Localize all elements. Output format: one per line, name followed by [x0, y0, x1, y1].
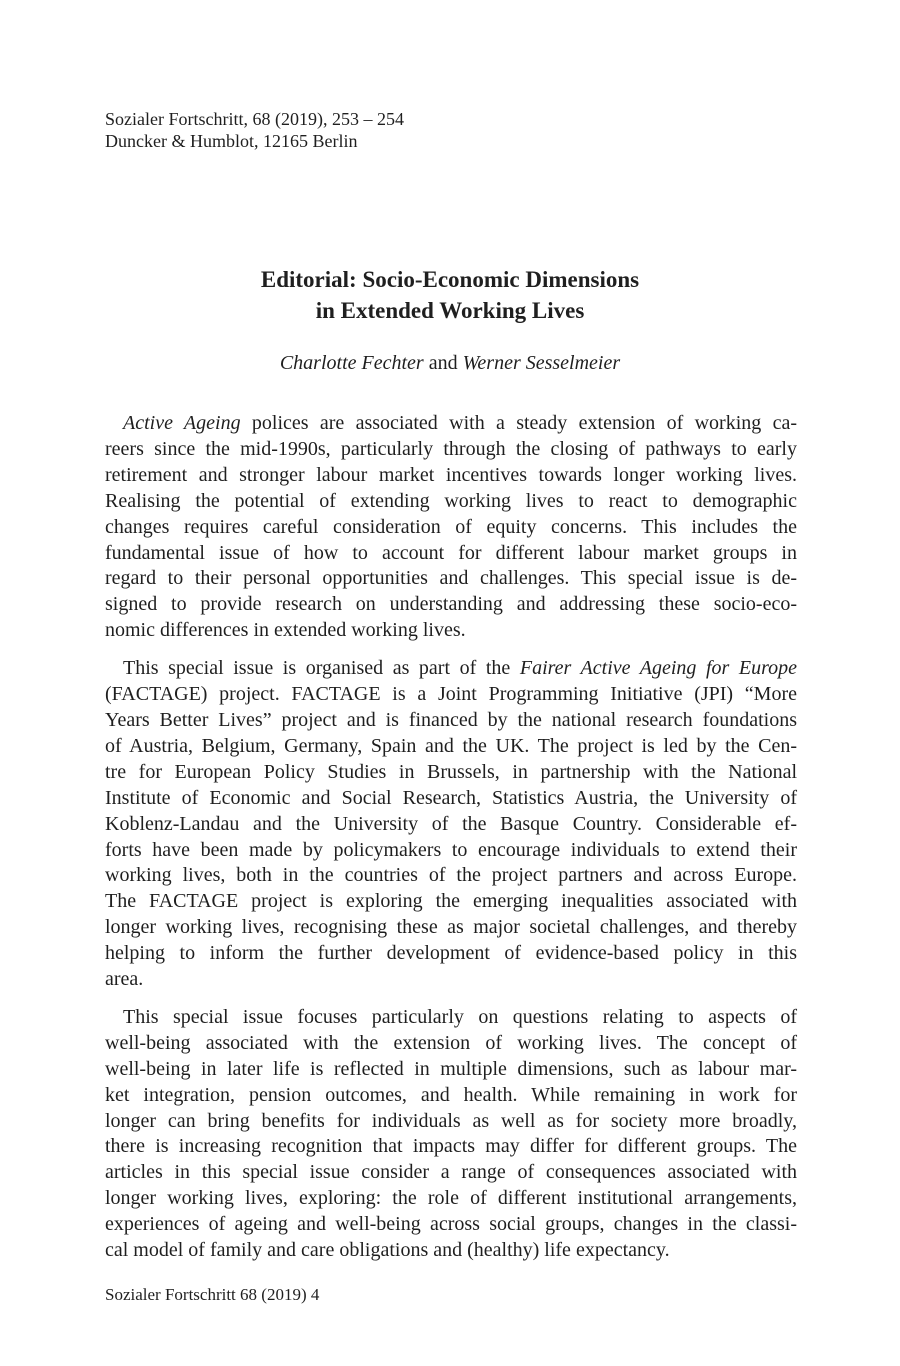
line-text: signed to provide research on understanding and addressing these socio-eco- [105, 593, 797, 616]
text-line [105, 682, 797, 708]
text-line [105, 760, 797, 786]
line-text: tre for European Policy Studies in Brussels, in partnership with the National [105, 760, 797, 783]
line-text: Realising the potential of extending working lives to react to demographic [105, 489, 797, 512]
text-line [105, 786, 797, 812]
line-text: This special issue focuses particularly on questions relating to aspects of [123, 1005, 797, 1028]
line-text: longer can bring benefits for individuals as well as for society more broadly, [105, 1109, 797, 1132]
line-text: ket integration, pension outcomes, and health. While remaining in work for [105, 1083, 797, 1106]
author-1: Charlotte Fechter [279, 352, 424, 374]
line-text: experiences of ageing and well-being across social groups, changes in the classi- [105, 1213, 797, 1236]
text-line [105, 1083, 797, 1109]
text-line [105, 708, 797, 734]
text-line [105, 838, 797, 864]
line-text: helping to inform the further development of evidence-based policy in this [105, 942, 797, 965]
running-head-publisher: Duncker & Humblot, 12165 Berlin [105, 131, 358, 151]
line-text: polices are associated with a steady extension of working ca- [240, 412, 797, 434]
text-line [105, 592, 797, 618]
line-text: The FACTAGE project is exploring the emerging inequalities associated with [105, 890, 797, 913]
text-line [105, 1005, 797, 1031]
line-text: Institute of Economic and Social Research, Statistics Austria, the University of [105, 786, 797, 809]
line-text: regard to their personal opportunities and challenges. This special issue is de- [105, 567, 797, 590]
line-text: longer working lives, recognising these as major societal challenges, and thereby [105, 916, 797, 939]
text-line [105, 812, 797, 838]
author-line [0, 350, 900, 376]
line-text: articles in this special issue consider a range of consequences associated with [105, 1161, 797, 1184]
running-head [105, 108, 404, 152]
text-line [105, 734, 797, 760]
text-line [105, 437, 797, 463]
article-body [105, 411, 797, 1276]
line-text: reers since the mid-1990s, particularly through the closing of pathways to early [105, 437, 797, 460]
paragraph-1 [105, 411, 797, 644]
text-line [105, 1031, 797, 1057]
text-line [105, 863, 797, 889]
line-text: changes requires careful consideration of equity concerns. This includes the [105, 515, 797, 538]
text-line [105, 656, 797, 682]
author-conjunction: and [423, 352, 463, 374]
line-text: fundamental issue of how to account for different labour market groups in [105, 541, 797, 564]
line-text: well-being associated with the extension of working lives. The concept of [105, 1031, 797, 1054]
text-line [105, 1134, 797, 1160]
line-text: This special issue is organised as part of the [123, 657, 520, 680]
text-line [105, 889, 797, 915]
line-text: working lives, both in the countries of the project partners and across Europe. [105, 864, 797, 887]
text-line [105, 489, 797, 515]
title-line-1: Editorial: Socio-Economic Dimensions [260, 267, 640, 292]
text-line [105, 1160, 797, 1186]
author-2: Werner Sesselmeier [462, 352, 621, 374]
line-text: retirement and stronger labour market incentives towards longer working lives. [105, 463, 797, 486]
line-text: forts have been made by policymakers to encourage individuals to extend their [105, 838, 797, 861]
text-line [105, 967, 797, 993]
text-line [105, 915, 797, 941]
line-text: (FACTAGE) project. FACTAGE is a Joint Programming Initiative (JPI) “More [105, 683, 797, 706]
title-line-2: in Extended Working Lives [315, 298, 585, 323]
line-text: Koblenz-Landau and the University of the Basque Country. Considerable ef- [105, 812, 797, 835]
line-text: there is increasing recognition that impacts may differ for different groups. The [105, 1135, 797, 1158]
line-text: longer working lives, exploring: the role of different institutional arrangements, [105, 1187, 797, 1210]
line-text: area. [105, 968, 144, 991]
text-line [105, 1057, 797, 1083]
line-text: nomic differences in extended working lives. [105, 619, 466, 642]
text-line [105, 941, 797, 967]
paragraph-2 [105, 656, 797, 993]
line-text: well-being in later life is reflected in multiple dimensions, such as labour mar- [105, 1057, 797, 1080]
text-line [105, 566, 797, 592]
text-line [105, 541, 797, 567]
text-line [105, 411, 797, 437]
line-text: of Austria, Belgium, Germany, Spain and the UK. The project is led by the Cen- [105, 734, 797, 757]
italic-term: Fairer Active Ageing for Europe [519, 657, 798, 680]
italic-term: Active Ageing [123, 412, 241, 434]
text-line [105, 1212, 797, 1238]
paragraph-3 [105, 1005, 797, 1264]
page-footer: Sozialer Fortschritt 68 (2019) 4 [105, 1285, 320, 1304]
line-text: Years Better Lives” project and is financed by the national research foundations [105, 708, 797, 731]
text-line [105, 463, 797, 489]
text-line [105, 1186, 797, 1212]
text-line [105, 618, 797, 644]
line-text: cal model of family and care obligations and (healthy) life expectancy. [105, 1239, 670, 1262]
text-line [105, 515, 797, 541]
article-title [0, 264, 900, 326]
running-head-citation: Sozialer Fortschritt, 68 (2019), 253 – 254 [105, 109, 404, 129]
text-line [105, 1109, 797, 1135]
text-line [105, 1238, 797, 1264]
